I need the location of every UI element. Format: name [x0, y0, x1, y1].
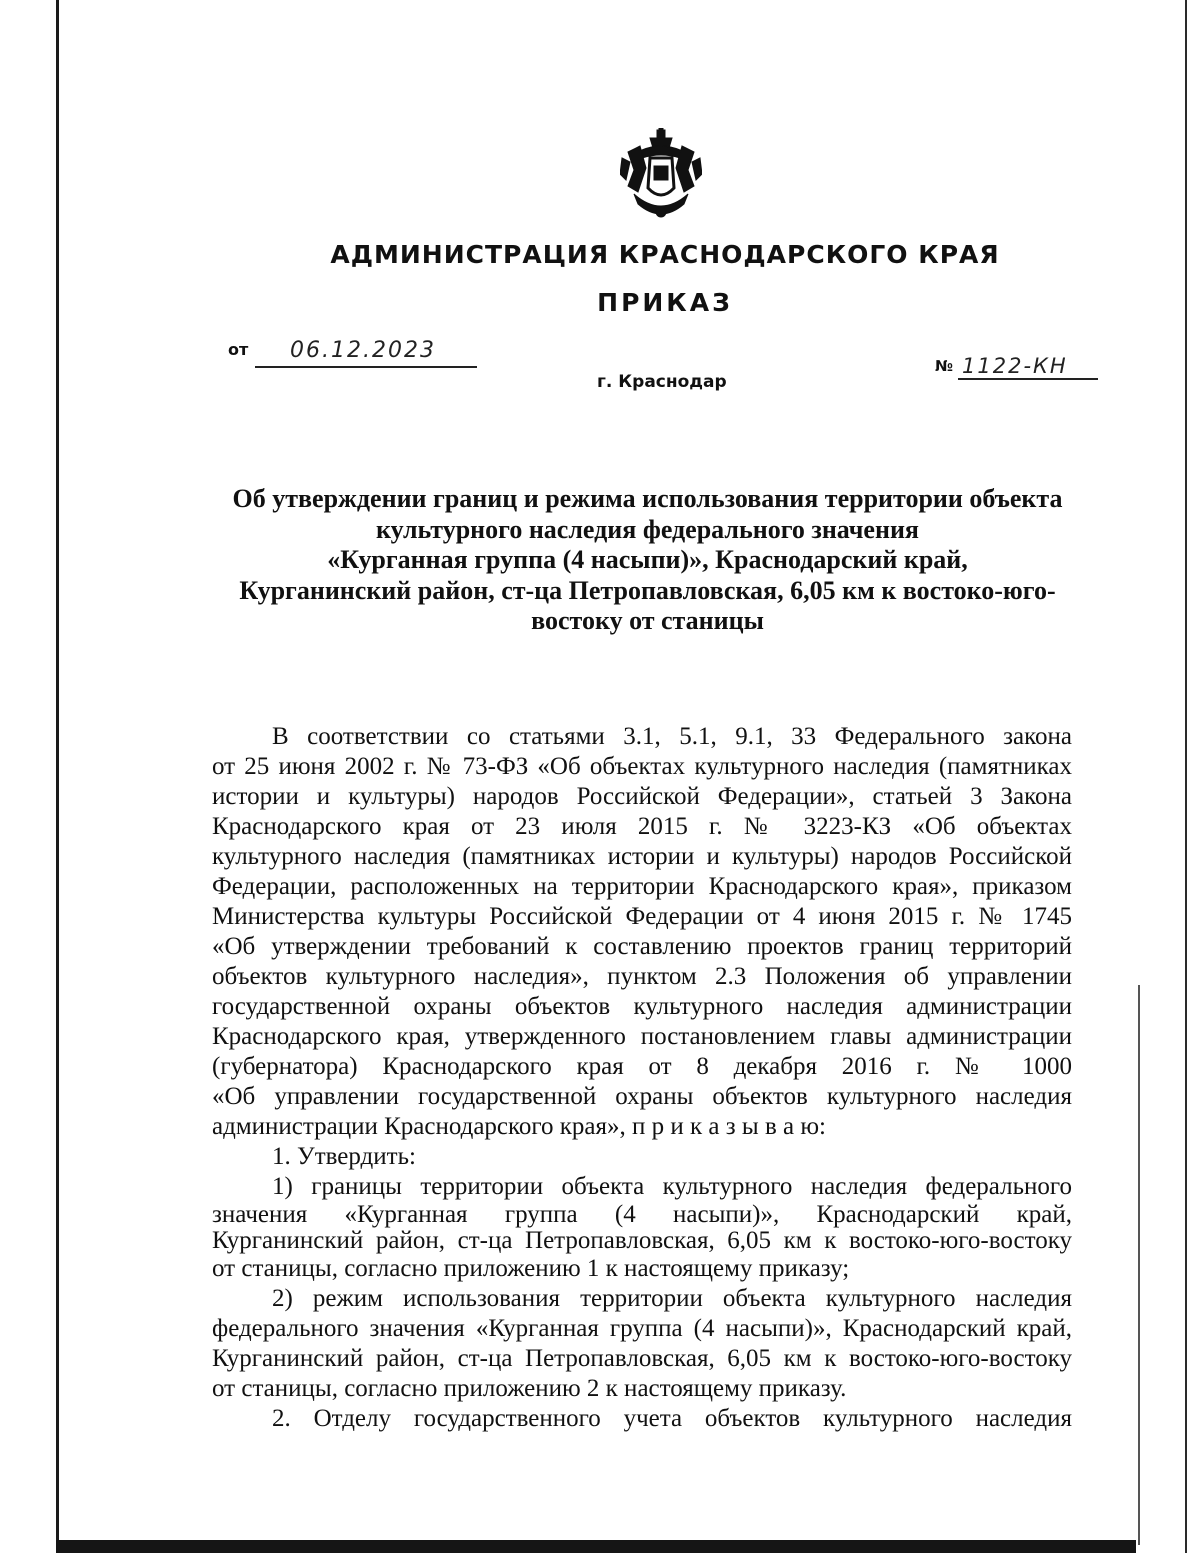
body-line: Краснодарского края, утвержденного постановлением главы администрации	[212, 1023, 1072, 1050]
number-underline	[958, 378, 1098, 380]
body-line: Курганинский район, ст-ца Петропавловская, 6,05 км к востоко-юго-востоку	[212, 1345, 1072, 1372]
body-line: (губернатора) Краснодарского края от 8 декабря 2016 г. № 1000	[212, 1053, 1072, 1080]
city-name: г. Краснодар	[597, 372, 727, 392]
body-line: 1) границы территории объекта культурного наследия федерального	[272, 1173, 1072, 1200]
title-line: «Курганная группа (4 насыпи)», Краснодарский край,	[327, 545, 968, 574]
body-line: Министерства культуры Российской Федерации от 4 июня 2015 г. № 1745	[212, 903, 1072, 930]
body-line: значения «Курганная группа (4 насыпи)», Краснодарский край,	[212, 1201, 1072, 1228]
scan-edge-left	[56, 0, 59, 1545]
body-line: от станицы, согласно приложению 2 к настоящему приказу.	[212, 1375, 847, 1402]
document-type: ПРИКАЗ	[597, 288, 733, 317]
body-line: Курганинский район, ст-ца Петропавловская, 6,05 км к востоко-юго-востоку	[212, 1227, 1072, 1254]
number-label: №	[935, 357, 954, 375]
title-line: востоку от станицы	[531, 606, 764, 635]
organization-name: АДМИНИСТРАЦИЯ КРАСНОДАРСКОГО КРАЯ	[330, 240, 1000, 269]
document-body	[212, 722, 1072, 1434]
number-value: 1122-КН	[962, 354, 1068, 378]
date-underline	[255, 366, 477, 368]
body-line: от станицы, согласно приложению 1 к настоящему приказу;	[212, 1255, 850, 1282]
body-line: администрации Краснодарского края», п р и к а з ы в а ю:	[212, 1113, 826, 1140]
body-line: истории и культуры) народов Российской Федерации», статьей 3 Закона	[212, 783, 1072, 810]
body-line: «Об утверждении требований к составлению проектов границ территорий	[212, 933, 1072, 960]
title-line: Курганинский район, ст-ца Петропавловская, 6,05 км к востоко-юго-	[239, 575, 1056, 605]
coat-of-arms-icon	[620, 128, 702, 224]
body-line: культурного наследия (памятниках истории и культуры) народов Российской	[212, 843, 1072, 870]
body-line: «Об управлении государственной охраны объектов культурного наследия	[212, 1083, 1072, 1110]
date-label: от	[228, 340, 249, 359]
scan-edge-bottom	[56, 1540, 1136, 1553]
body-line: 2) режим использования территории объекта культурного наследия	[272, 1285, 1072, 1312]
title-line: культурного наследия федерального значения	[375, 514, 919, 544]
body-line: от 25 июня 2002 г. № 73-ФЗ «Об объектах культурного наследия (памятниках	[212, 753, 1072, 780]
body-line: объектов культурного наследия», пунктом 2.3 Положения об управлении	[212, 963, 1072, 990]
body-line: 2. Отделу государственного учета объектов культурного наследия	[272, 1405, 1072, 1432]
body-line: Федерации, расположенных на территории Краснодарского края», приказом	[212, 873, 1072, 900]
scan-edge-mark	[1138, 985, 1140, 1545]
body-line: 1. Утвердить:	[272, 1143, 416, 1170]
body-line: федерального значения «Курганная группа (4 насыпи)», Краснодарский край,	[212, 1315, 1072, 1342]
document-title	[230, 484, 1065, 637]
body-line: государственной охраны объектов культурного наследия администрации	[212, 993, 1072, 1020]
body-line: В соответствии со статьями 3.1, 5.1, 9.1, 33 Федерального закона	[272, 723, 1072, 750]
title-line: Об утверждении границ и режима использования территории объекта	[232, 484, 1063, 513]
date-value: 06.12.2023	[290, 338, 436, 363]
scan-edge-right	[1185, 0, 1187, 1553]
body-line: Краснодарского края от 23 июля 2015 г. № 3223-КЗ «Об объектах	[212, 813, 1072, 840]
